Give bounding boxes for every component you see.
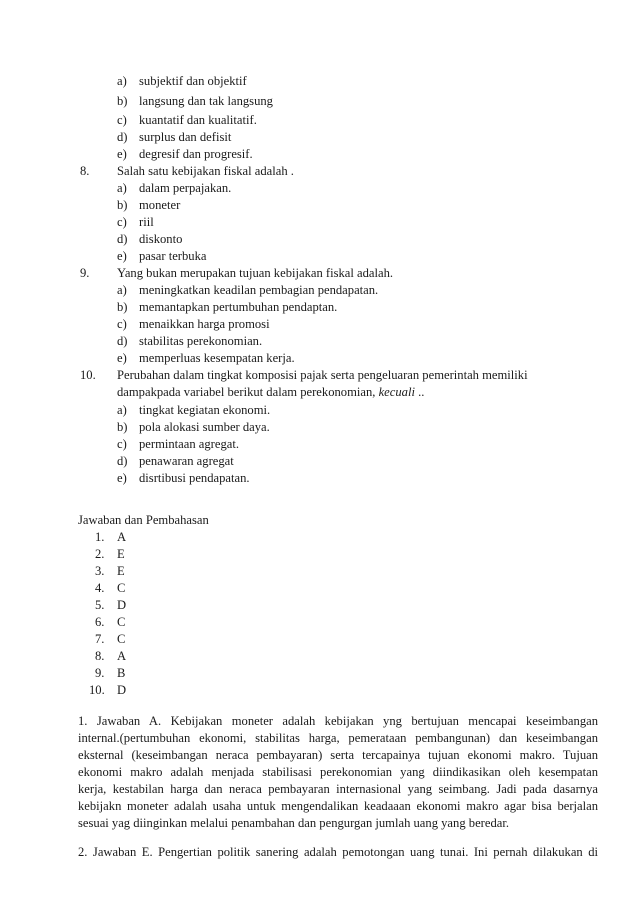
question-emphasis: kecuali — [378, 385, 415, 399]
option-letter: c) — [117, 113, 127, 127]
option-letter: b) — [117, 420, 128, 434]
answer-number: 9. — [95, 666, 105, 680]
explanation-line: internal.(pertumbuhan ekonomi, stabilitas harga, pemerataan pembangunan) dan keseimbangan — [78, 731, 598, 745]
option-letter: e) — [117, 351, 127, 365]
answer-value: E — [117, 564, 125, 578]
answer-value: C — [117, 632, 126, 646]
option-letter: c) — [117, 215, 127, 229]
answer-number: 1. — [95, 530, 105, 544]
option-letter: e) — [117, 147, 127, 161]
question-number: 9. — [80, 266, 90, 280]
option-letter: a) — [117, 74, 127, 88]
question-text-part: dampakpada variabel berikut dalam perekonomian, — [117, 385, 379, 399]
option-text: langsung dan tak langsung — [139, 94, 273, 108]
answer-value: C — [117, 581, 126, 595]
option-text: meningkatkan keadilan pembagian pendapatan. — [139, 283, 379, 297]
answer-value: D — [117, 683, 127, 697]
question-text-continued — [117, 384, 424, 401]
explanation-line: sesuai yag diinginkan melalui penambahan dan pengurgan jumlah uang yang beredar. — [78, 816, 509, 830]
option-text: tingkat kegiatan ekonomi. — [139, 403, 271, 417]
explanation-line: ekonomi makro adalah menjada stabilisasi perekonomian yang diindikasikan oleh kesempatan — [78, 765, 598, 779]
option-letter: c) — [117, 437, 127, 451]
option-text: surplus dan defisit — [139, 130, 232, 144]
option-letter: c) — [117, 317, 127, 331]
answer-number: 4. — [95, 581, 105, 595]
question-text: Salah satu kebijakan fiskal adalah . — [117, 164, 294, 178]
answer-value: A — [117, 530, 127, 544]
option-text: disrtibusi pendapatan. — [139, 471, 250, 485]
answer-value: B — [117, 666, 126, 680]
option-text: menaikkan harga promosi — [139, 317, 270, 331]
answer-number: 8. — [95, 649, 105, 663]
answer-number: 10. — [89, 683, 105, 697]
option-letter: e) — [117, 471, 127, 485]
explanation-line: kebijakn moneter adalah usaha untuk mengendalikan keadaaan ekonomi makro agar bisa berjalan — [78, 799, 598, 813]
option-text: memperluas kesempatan kerja. — [139, 351, 295, 365]
option-text: memantapkan pertumbuhan pendaptan. — [139, 300, 338, 314]
explanation-line: kerja, kestabilan harga dan neraca pembayaran internasional yang seimbang. Jadi pada dasarnya — [78, 782, 598, 796]
option-text: riil — [139, 215, 154, 229]
answer-number: 3. — [95, 564, 105, 578]
answers-heading: Jawaban dan Pembahasan — [78, 513, 209, 527]
option-letter: d) — [117, 454, 128, 468]
explanation-line: 1. Jawaban A. Kebijakan moneter adalah kebijakan yng bertujuan mencapai keseimbangan — [78, 714, 598, 728]
option-text: diskonto — [139, 232, 183, 246]
answer-value: D — [117, 598, 127, 612]
option-letter: d) — [117, 232, 128, 246]
option-text: degresif dan progresif. — [139, 147, 253, 161]
explanation-2 — [78, 844, 598, 861]
option-text: stabilitas perekonomian. — [139, 334, 263, 348]
option-text: pasar terbuka — [139, 249, 207, 263]
option-text: pola alokasi sumber daya. — [139, 420, 270, 434]
answer-value: A — [117, 649, 127, 663]
option-letter: a) — [117, 181, 127, 195]
answer-number: 2. — [95, 547, 105, 561]
option-text: kuantatif dan kualitatif. — [139, 113, 257, 127]
option-text: permintaan agregat. — [139, 437, 239, 451]
answer-number: 7. — [95, 632, 105, 646]
explanation-line: 2. Jawaban E. Pengertian politik sanering adalah pemotongan uang tunai. Ini pernah dilakukan di — [78, 845, 598, 859]
option-text: moneter — [139, 198, 181, 212]
explanation-line: eksternal (keseimbangan neraca pembayaran) serta tercapainya tujuan ekonomi makro. Tujuan — [78, 748, 598, 762]
option-letter: d) — [117, 334, 128, 348]
answer-number: 6. — [95, 615, 105, 629]
question-number: 10. — [80, 368, 96, 382]
option-text: subjektif dan objektif — [139, 74, 247, 88]
option-letter: b) — [117, 198, 128, 212]
answer-number: 5. — [95, 598, 105, 612]
option-text: penawaran agregat — [139, 454, 234, 468]
question-text: Perubahan dalam tingkat komposisi pajak serta pengeluaran pemerintah memiliki — [117, 368, 528, 382]
option-letter: b) — [117, 94, 128, 108]
option-text: dalam perpajakan. — [139, 181, 232, 195]
option-letter: a) — [117, 283, 127, 297]
question-text-part: .. — [414, 385, 425, 399]
question-text: Yang bukan merupakan tujuan kebijakan fiskal adalah. — [117, 266, 394, 280]
answer-value: C — [117, 615, 126, 629]
option-letter: d) — [117, 130, 128, 144]
answer-value: E — [117, 547, 125, 561]
question-number: 8. — [80, 164, 90, 178]
option-letter: a) — [117, 403, 127, 417]
option-letter: b) — [117, 300, 128, 314]
option-letter: e) — [117, 249, 127, 263]
